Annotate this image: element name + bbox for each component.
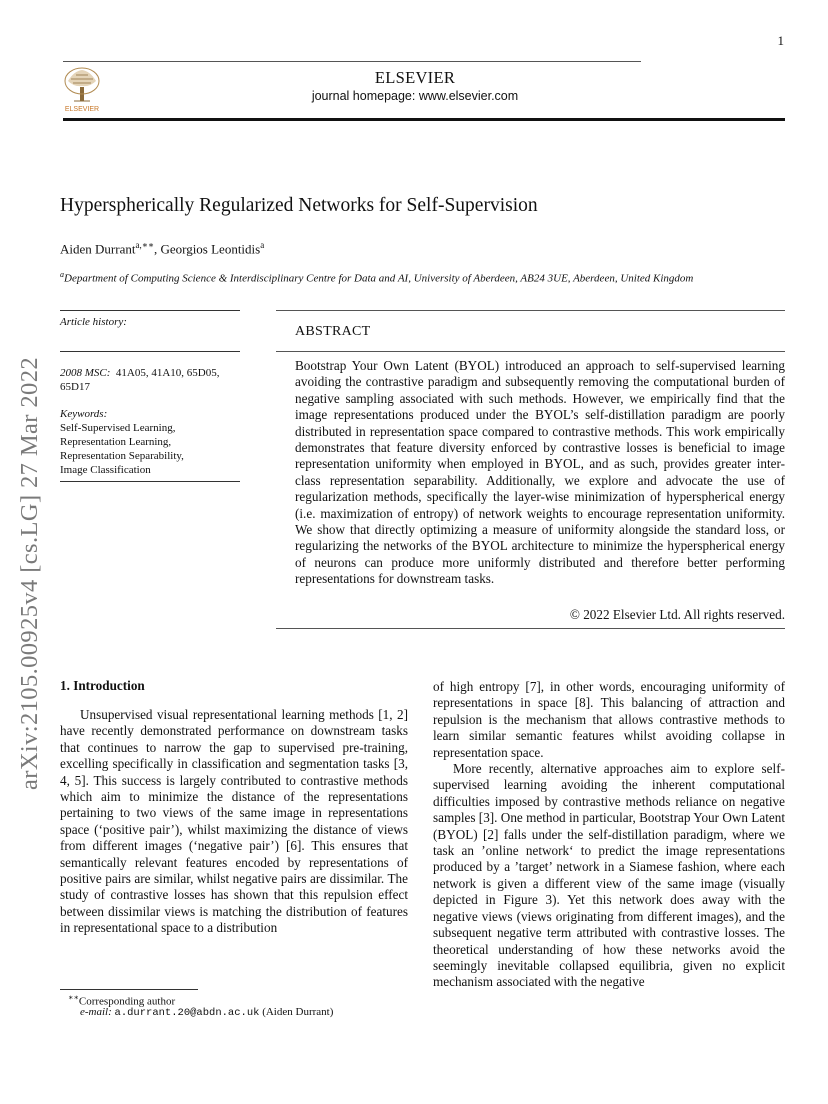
body-column-left: [60, 707, 408, 937]
msc-label: 2008 MSC:: [60, 367, 111, 379]
body-column-right: [433, 679, 785, 991]
footnote-email: [80, 1006, 333, 1019]
copyright-notice: © 2022 Elsevier Ltd. All rights reserved.: [569, 607, 785, 622]
arxiv-stamp-text: arXiv:2105.00925v4 [cs.LG] 27 Mar 2022: [16, 357, 43, 790]
paragraph: More recently, alternative approaches aim to explore self-supervised learning avoiding the inherent computational difficulties imposed by contrastive methods reliance on negative samples [3]. One method in particular, Bootstrap Your Own Latent (BYOL) [2] falls under the self-distillation paradigm, where we task an ’online network‘ to predict the image representations produced by a ’target’ network in a Siamese fashion, where each network is given a different view of the same image (visually depicted in Figure 3). Yet this network does away with the negative views (views originating from different images), and the subsequent negative term attributed with contrastive losses. The theoretical understanding of how these networks avoid the seemingly inevitable collapsed equilibria, given no explicit mechanism associated with the negative: [433, 761, 785, 990]
footnote-mark: ∗∗: [68, 993, 79, 1002]
footnote-text: Corresponding author: [78, 995, 176, 1008]
keyword: Representation Separability,: [60, 450, 184, 462]
abstract-rule: [276, 628, 785, 629]
journal-homepage[interactable]: journal homepage: www.elsevier.com: [311, 89, 519, 103]
abstract-text: Bootstrap Your Own Latent (BYOL) introduced an approach to self-supervised learning avoiding the contrastive paradigm and subsequently removing the computational burden of negative sampling associated with such methods. However, we empirically find that the image representations produced under the BYOL’s self-distillation paradigm are poorly distributed in representation space compared to contrastive methods. This work empirically demonstrates that feature diversity enforced by contrastive losses is beneficial to image representation uniformity when employed in BYOL, and as such, provides greater inter-class representation separability. Additionally, we explore and advocate the use of regularization methods, specifically the layer-wise minimization of hyperspherical energy (i.e. maximization of entropy) of network weights to encourage representation uniformity. We show that directly optimizing a measure of uniformity alongside the standard loss, or regularizing the networks of the BYOL architecture to minimize the hyperspherical energy of neurons can produce more uniformly distributed and therefore better performing representations for downstream tasks.: [295, 358, 785, 587]
abstract-rule: [276, 351, 785, 352]
author-superscript: a,∗∗: [135, 240, 154, 250]
keywords-label: Keywords:: [60, 408, 108, 420]
author-list: [60, 240, 264, 257]
affiliation-superscript: a: [60, 270, 64, 279]
msc-values: 41A05, 41A10, 65D05, 65D17: [60, 367, 220, 393]
section-heading: 1. Introduction: [60, 678, 145, 693]
keyword: Representation Learning,: [60, 436, 172, 448]
author-name: , Georgios Leontidis: [153, 241, 261, 257]
email-address[interactable]: a.durrant.20@abdn.ac.uk: [114, 1007, 260, 1019]
publisher-name: ELSEVIER: [374, 68, 456, 87]
affiliation: [60, 268, 785, 286]
header-rule: [63, 61, 641, 62]
paragraph: of high entropy [7], in other words, encouraging uniformity of representations in space [8]. This balancing of attraction and repulsion is the mechanism that allows contrastive methods to learn similar semantic features whilst avoiding collapse in representation space.: [433, 679, 785, 760]
footnote-rule: [60, 989, 198, 990]
sidebar-rule: [60, 351, 240, 352]
affiliation-text: Department of Computing Science & Interdisciplinary Centre for Data and AI, University of Aberdeen, AB24 3UE, Aberdeen, United Kingdom: [64, 272, 694, 285]
email-owner: (Aiden Durrant): [262, 1006, 334, 1018]
author-name: Aiden Durrant: [60, 241, 136, 257]
sidebar-rule: [60, 310, 240, 311]
elsevier-logo: [62, 65, 102, 113]
arxiv-stamp: [16, 300, 46, 790]
author-superscript: a: [260, 240, 265, 250]
keyword: Self-Supervised Learning,: [60, 422, 176, 434]
article-history-label: Article history:: [60, 316, 127, 328]
logo-text: ELSEVIER: [64, 106, 100, 113]
page-number: 1: [777, 33, 784, 48]
sidebar-rule: [60, 481, 240, 482]
abstract-heading: ABSTRACT: [295, 324, 371, 339]
paragraph: Unsupervised visual representational learning methods [1, 2] have recently demonstrated performance on downstream tasks that continues to narrow the gap to supervised pre-training, excelling specifically in classification and segmentation tasks [3, 4, 5]. This success is largely contributed to contrastive methods which aim to minimize the distance of the representations pertaining to two views of the same image in representations space (‘positive pair’), whilst maximizing the distance of views from different images (‘negative pair’) [6]. This ensures that semantically relevant features encoded by representations of positive pairs are similar, whilst negative pairs are dissimilar. The study of contrastive losses has shown that this repulsion effect between dissimilar views is matching the distribution of features in representational space to a distribution: [60, 707, 408, 936]
keyword-list: [60, 421, 184, 477]
paper-title: Hyperspherically Regularized Networks for Self-Supervision: [60, 195, 538, 216]
email-label: e-mail:: [80, 1006, 112, 1018]
abstract-rule: [276, 310, 785, 311]
header-thick-rule: [63, 118, 785, 121]
keyword: Image Classification: [60, 464, 151, 476]
msc-codes: [60, 366, 245, 394]
